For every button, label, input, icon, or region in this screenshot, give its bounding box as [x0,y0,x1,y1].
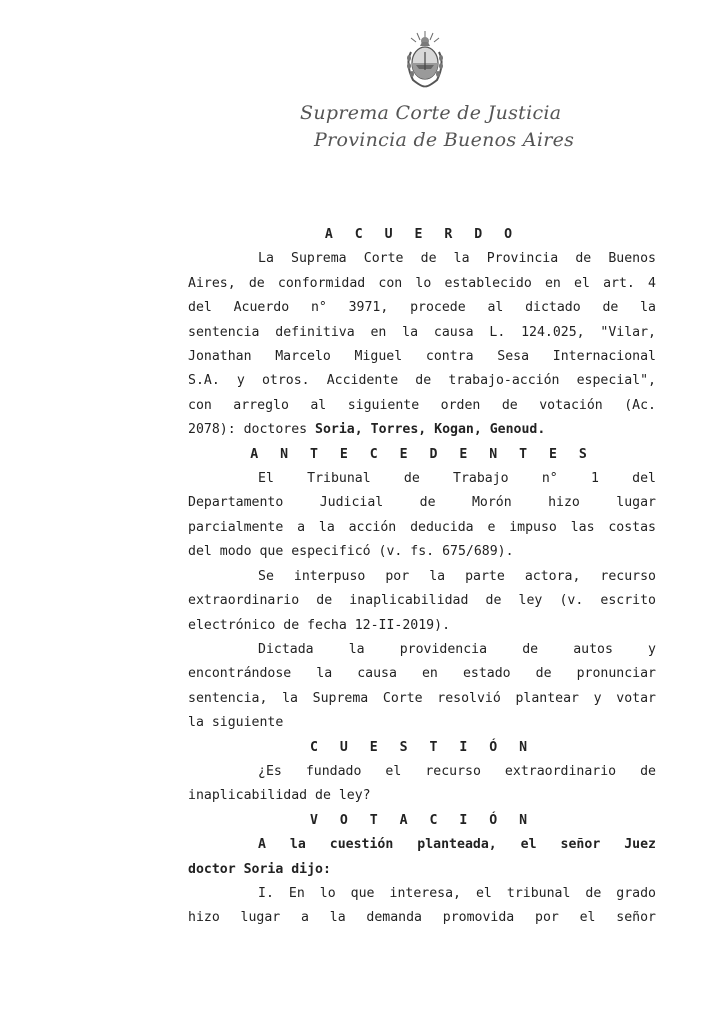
text-line: encontrándose la causa en estado de pronunciar [188,666,656,682]
coat-of-arms-icon [403,30,447,90]
text-line: Jonathan Marcelo Miguel contra Sesa Internacional [188,349,656,365]
heading-votacion: V O T A C I Ó N [309,812,535,828]
paragraph-antecedentes-3 [188,638,656,736]
heading-acuerdo: A C U E R D O [324,227,520,242]
text-line: Aires, de conformidad con lo establecido en el art. 4 [188,275,656,291]
text-line: hizo lugar a la demanda promovida por el señor [188,910,656,926]
heading-cuestion: C U E S T I Ó N [309,739,535,755]
text-line: parcialmente a la acción deducida e impuso las costas [188,519,656,535]
text-line: del modo que especificó (v. fs. 675/689). [188,544,514,560]
heading-antecedentes: A N T E C E D E N T E S [250,446,594,462]
text-line: electrónico de fecha 12-II-2019). [188,617,451,633]
text-line: con arreglo al siguiente orden de votación (Ac. [188,397,656,413]
paragraph-antecedentes-1 [188,467,656,565]
letterhead-court-name: Suprema Corte de Justicia [300,102,562,124]
paragraph-votacion-lead [188,833,656,882]
paragraph-cuestion [188,760,656,809]
text-line: sentencia definitiva en la causa L. 124.025, "Vilar, [188,324,656,340]
letterhead [300,100,575,154]
paragraph-votacion-1 [188,882,656,931]
text-line: sentencia, la Suprema Corte resolvió plantear y votar [188,690,656,706]
paragraph-antecedentes-2 [188,565,656,638]
voting-order-prefix: 2078): doctores [188,422,316,438]
letterhead-province-name: Provincia de Buenos Aires [314,129,575,151]
text-line: La Suprema Corte de la Provincia de Buenos [258,251,656,267]
text-line: la siguiente [188,715,284,731]
text-line: del Acuerdo n° 3971, procede al dictado de la [188,300,656,316]
text-line [188,418,656,442]
text-line: ¿Es fundado el recurso extraordinario de [258,763,656,779]
document-body [188,223,656,931]
text-line: Departamento Judicial de Morón hizo lugar [188,495,656,511]
judges-list: Soria, Torres, Kogan, Genoud. [315,422,546,438]
text-line: inaplicabilidad de ley? [188,788,371,804]
text-line: Se interpuso por la parte actora, recurso [258,568,656,584]
text-line: Dictada la providencia de autos y [258,641,656,657]
paragraph-acuerdo [188,247,656,442]
text-line: I. En lo que interesa, el tribunal de grado [258,885,656,901]
text-line: El Tribunal de Trabajo n° 1 del [258,471,656,487]
text-line: extraordinario de inaplicabilidad de ley (v. escrito [188,593,656,609]
text-line: doctor Soria dijo: [188,861,331,877]
text-line: A la cuestión planteada, el señor Juez [258,837,656,853]
text-line: S.A. y otros. Accidente de trabajo-acción especial", [188,373,656,389]
